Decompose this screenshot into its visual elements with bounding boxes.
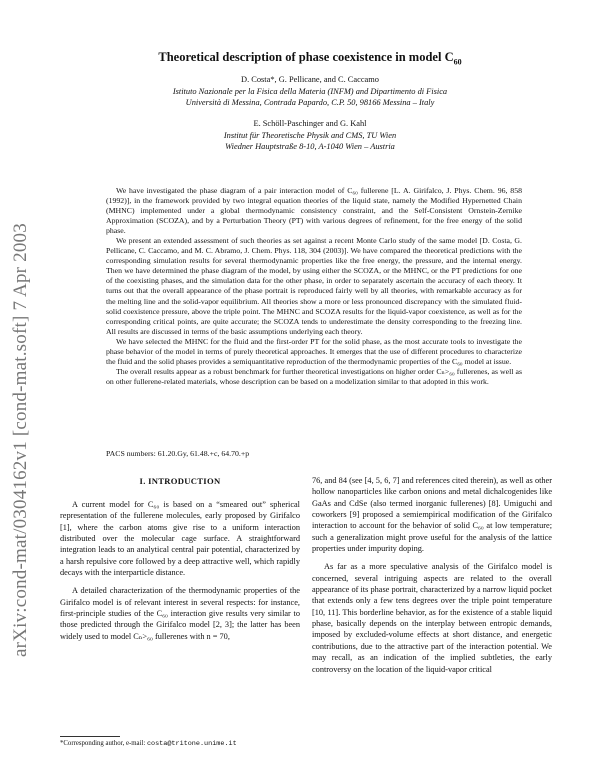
arxiv-sidebar bbox=[4, 140, 38, 740]
abstract bbox=[106, 186, 522, 387]
footnote-label: *Corresponding author, e-mail: bbox=[60, 740, 147, 747]
section-heading-introduction: I. INTRODUCTION bbox=[139, 476, 221, 486]
left-paragraph-1: A current model for C₆₀ is based on a “smeared out” spherical representation of the fullerene molecules, early proposed by Girifalco [1], where the carbon atoms give rise to a uniform interaction distributed over the molecular cage surface. A straightforward integration leads to an analytical central pair potential, characterized by a harsh repulsive core followed by a deep attractive well, which rapidly decays with the interparticle distance. bbox=[60, 500, 300, 578]
title-subscript: 60 bbox=[453, 57, 462, 67]
footnote-rule bbox=[60, 736, 120, 737]
paper-title bbox=[60, 50, 560, 67]
affiliation-2-line-1: Institut für Theoretische Physik and CMS, TU Wien bbox=[223, 131, 397, 140]
abstract-paragraph-4: The overall results appear as a robust benchmark for further theoretical investigations on higher order Cₙ>₆₀ fullerenes, as well as on other fullerene-related materials, whose description can be based on a modelization similar to that adopted in this work. bbox=[106, 366, 522, 386]
left-paragraph-2: A detailed characterization of the thermodynamic properties of the Girifalco model is of relevant interest in several respects: for instance, first-principle studies of the C₆₀ interaction give results very similar to those predicted through the Girifalco model [2, 3]; the latter has been widely used to model Cₙ>₆₀ fullerenes with n = 70, bbox=[60, 586, 300, 641]
pacs-numbers: PACS numbers: 61.20.Gy, 61.48.+c, 64.70.+p bbox=[106, 449, 250, 458]
title-text: Theoretical description of phase coexistence in model C bbox=[158, 50, 454, 64]
affiliation-1-line-2: Università di Messina, Contrada Papardo, C.P. 50, 98166 Messina – Italy bbox=[185, 98, 435, 107]
abstract-paragraph-1: We have investigated the phase diagram of a pair interaction model of C₆₀ fullerene [L. A. Girifalco, J. Phys. Chem. 96, 858 (1992)], in the framework provided by two integral equation theories of the liquid state, namely the Modified Hypernetted Chain (MHNC) implemented under a global thermodynamic consistency constraint, and the Self-Consistent Ornstein-Zernike Approximation (SCOZA), and by a Perturbation Theory (PT) with various degrees of refinement, for the free energy of the solid phase. bbox=[106, 186, 522, 236]
footnote-email: costa@tritone.unime.it bbox=[146, 740, 237, 748]
left-column bbox=[60, 499, 300, 642]
right-paragraph-1: 76, and 84 (see [4, 5, 6, 7] and references cited therein), as well as other hollow nanoparticles like carbon onions and metal dichalcogenides like GaAs and CdSe (also termed inorganic fullerenes) [8]. Umiguchi and coworkers [9] proposed a semiempirical modification of the Girifalco interaction to account for the behavior of solid C₆₀ at low temperature; such a generalization might prove useful for the analysis of the lattice properties under impurity doping. bbox=[312, 476, 552, 554]
authors-group-1: D. Costa*, G. Pellicane, and C. Caccamo bbox=[241, 75, 379, 84]
right-paragraph-2: As far as a more speculative analysis of the Girifalco model is concerned, several intriguing aspects are related to the overall appearance of its phase portrait, characterized by a narrow liquid pocket that extends only a few tens degrees over the triple point temperature [10, 11]. This borderline behavior, as for the existence of a stable liquid phase, basically depends on the interplay between entropic demands, imposed by excluded-volume effects at short distance, and energetic contributions, due to the attractive part of the interaction potential. We may recall, as an indication of the implied subtleties, the early controversy on the location of the liquid-vapor critical bbox=[312, 562, 552, 674]
authors-group-2: E. Schöll-Paschinger and G. Kahl bbox=[253, 119, 367, 128]
abstract-paragraph-3: We have selected the MHNC for the fluid and the first-order PT for the solid phase, as the most accurate tools to investigate the phase behavior of the model in terms of purely theoretical approaches. It emerges that the use of different procedures to characterize the fluid and the solid phases provides a semiquantitative reproduction of the thermodynamic properties of the C₆₀ model at issue. bbox=[106, 336, 522, 366]
footnote bbox=[60, 740, 237, 748]
affiliation-2-line-2: Wiedner Hauptstraße 8-10, A-1040 Wien – Austria bbox=[225, 142, 395, 151]
abstract-paragraph-2: We present an extended assessment of such theories as set against a recent Monte Carlo study of the same model [D. Costa, G. Pellicane, C. Caccamo, and M. C. Abramo, J. Chem. Phys. 118, 304 (2003)]. We have compared the theoretical predictions with the corresponding simulation results for several thermodynamic properties like the free energy, the pressure, and the internal energy. Then we have determined the phase diagram of the model, by using either the SCOZA, or the MHNC, or the PT predictions for one of the coexisting phases, and the simulation data for the other phase, in order to separately ascertain the accuracy of each theory. It turns out that the overall appearance of the phase portrait is reproduced fairly well by all theories, with remarkable accuracy as for the melting line and the solid-vapor equilibrium. All theories show a more or less pronounced discrepancy with the simulated fluid-solid coexistence pressure, above the triple point. The MHNC and SCOZA results for the liquid-vapor coexistence, as well as for the corresponding critical points, are quite accurate; the SCOZA tends to underestimate the density corresponding to the freezing line. All results are discussed in terms of the basic assumptions underlying each theory. bbox=[106, 236, 522, 336]
arxiv-identifier: arXiv:cond-mat/0304162v1 [cond-mat.soft] 7 Apr 2003 bbox=[10, 223, 31, 657]
right-column bbox=[312, 475, 552, 675]
affiliation-1-line-1: Istituto Nazionale per la Fisica della Materia (INFM) and Dipartimento di Fisica bbox=[172, 87, 448, 96]
